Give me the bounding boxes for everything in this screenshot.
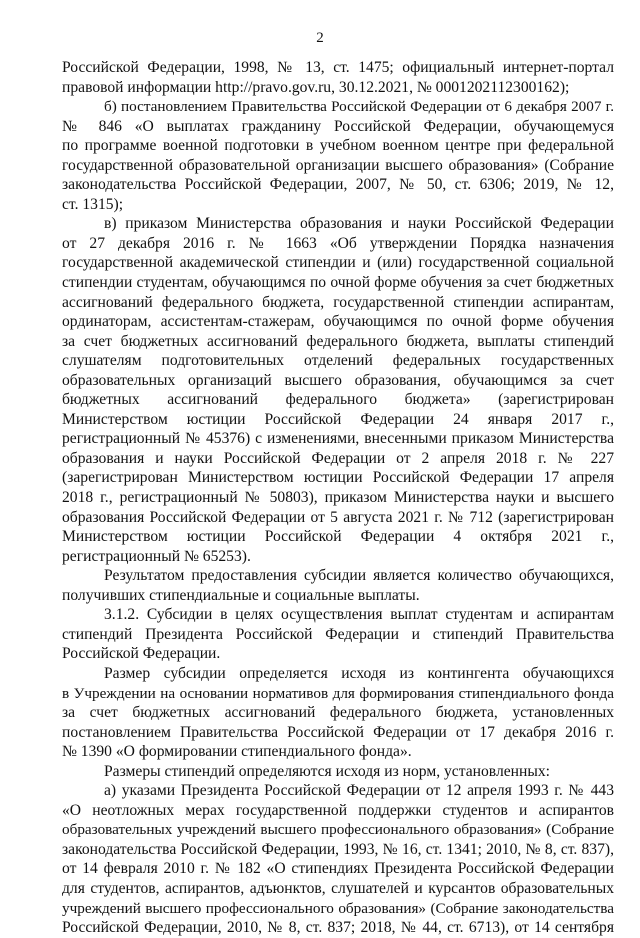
text-line: за счет бюджетных ассигнований федерального бюджета, выплаты стипендий [62, 332, 614, 350]
text-line: за счет бюджетных ассигнований федерального бюджета, установленных [62, 704, 614, 722]
text-line: ординаторам, ассистентам-стажерам, обучающимся по очной форме обучения [62, 313, 614, 331]
text-line: правовой информации http://pravo.gov.ru, 30.12.2021, № 0001202112300162); [62, 78, 570, 96]
text-line: бюджетных ассигнований федерального бюджета» (зарегистрирован [62, 391, 614, 409]
text-line: для студентов, аспирантов, адъюнктов, слушателей и курсантов образовательных [62, 879, 614, 897]
text-line: Министерством юстиции Российской Федерации 4 октября 2021 г., [62, 528, 614, 546]
text-line: получивших стипендиальные и социальные выплаты. [62, 586, 420, 604]
text-line: № 1390 «О формировании стипендиального фонда». [62, 743, 412, 761]
text-line: образования Российской Федерации от 5 августа 2021 г. № 712 (зарегистрирован [62, 508, 614, 526]
text-line: «О неотложных мерах государственной поддержки студентов и аспирантов [62, 801, 614, 819]
page-number: 2 [316, 30, 324, 46]
text-line: от 14 февраля 2010 г. № 182 «О стипендиях Президента Российской Федерации [62, 860, 614, 878]
text-line: государственной образовательной организации высшего образования» (Собрание [62, 156, 614, 174]
text-line: по программе военной подготовки в учебном военном центре при федеральной [62, 137, 614, 155]
text-line: государственной академической стипендии и (или) государственной социальной [62, 254, 614, 272]
text-line: 3.1.2. Субсидии в целях осуществления выплат студентам и аспирантам [104, 606, 614, 624]
text-line: от 27 декабря 2016 г. № 1663 «Об утверждении Порядка назначения [62, 234, 614, 252]
text-line: учреждений высшего профессионального образования» (Собрание законодательства [62, 899, 614, 917]
text-line: Российской Федерации, 1998, № 13, ст. 1475; официальный интернет-портал [62, 59, 614, 76]
text-line: законодательства Российской Федерации, 2007, № 50, ст. 6306; 2019, № 12, [62, 176, 614, 194]
text-line: в Учреждении на основании нормативов для формирования стипендиального фонда [62, 684, 614, 702]
text-line: слушателям подготовительных отделений федеральных государственных [62, 352, 614, 370]
text-line: образовательных учреждений высшего профессионального образования» (Собрание [62, 821, 614, 839]
text-line: ассигнований федерального бюджета, государственной стипендии аспирантам, [62, 293, 614, 311]
text-line: б) постановлением Правительства Российской Федерации от 6 декабря 2007 г. [104, 98, 614, 116]
text-line: образования и науки Российской Федерации от 2 апреля 2018 г. № 227 [62, 449, 614, 467]
text-line: стипендий Президента Российской Федерации и стипендий Правительства [62, 625, 614, 643]
text-line: № 846 «О выплатах гражданину Российской Федерации, обучающемуся [62, 117, 614, 135]
text-line: Размеры стипендий определяются исходя из норм, установленных: [104, 762, 550, 780]
text-line: а) указами Президента Российской Федерации от 12 апреля 1993 г. № 443 [104, 782, 614, 800]
text-line: регистрационный № 65253). [62, 547, 251, 565]
text-line: 2018 г., регистрационный № 50803), приказом Министерства науки и высшего [62, 489, 614, 507]
text-line: Российской Федерации. [62, 645, 221, 663]
text-line: Размер субсидии определяется исходя из контингента обучающихся [104, 664, 614, 682]
text-line: Министерством юстиции Российской Федерации 24 января 2017 г., [62, 410, 614, 428]
text-line: стипендии студентам, обучающимся по очной форме обучения за счет бюджетных [62, 274, 614, 292]
text-line: постановлением Правительства Российской Федерации от 17 декабря 2016 г. [62, 723, 614, 741]
text-line: в) приказом Министерства образования и науки Российской Федерации [104, 215, 614, 233]
text-line: (зарегистрирован Министерством юстиции Российской Федерации 17 апреля [62, 469, 614, 487]
text-line: Российской Федерации, 2010, № 8, ст. 837; 2018, № 44, ст. 6713), от 14 сентября [62, 919, 614, 937]
text-line: регистрационный № 45376) с изменениями, внесенными приказом Министерства [62, 430, 614, 448]
text-line: образовательных организаций высшего образования, обучающимся за счет [62, 371, 614, 389]
text-line: Результатом предоставления субсидии является количество обучающихся, [104, 567, 614, 585]
document-body [62, 58, 614, 938]
text-line: ст. 1315); [62, 195, 124, 213]
text-line: законодательства Российской Федерации, 1993, № 16, ст. 1341; 2010, № 8, ст. 837), [62, 840, 614, 858]
